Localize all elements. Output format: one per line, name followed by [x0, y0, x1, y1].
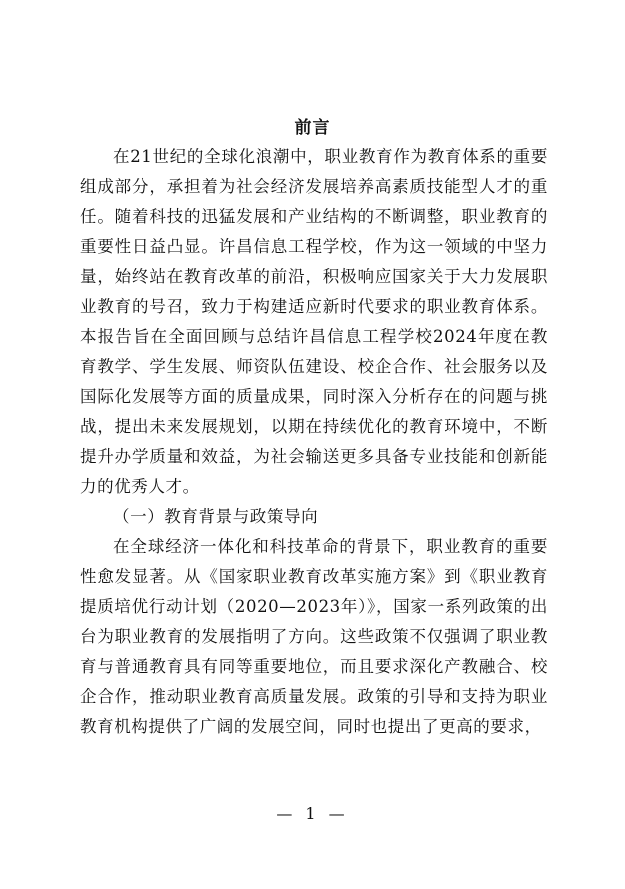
page-number: — 1 — — [276, 804, 349, 823]
section-heading: （一）教育背景与政策导向 — [113, 507, 319, 526]
document-body — [80, 142, 548, 742]
page-title: 前言 — [294, 118, 331, 138]
intro-paragraph: 在21世纪的全球化浪潮中，职业教育作为教育体系的重要组成部分，承担着为社会经济发展培养高素质技能型人才的重任。随着科技的迅猛发展和产业结构的不断调整，职业教育的重要性日益凸显。许昌信息工程学校，作为这一领域的中坚力量，始终站在教育改革的前沿，积极响应国家关于大力发展职业教育的号召，致力于构建适应新时代要求的职业教育体系。本报告旨在全面回顾与总结许昌信息工程学校2024年度在教育教学、学生发展、师资队伍建设、校企合作、社会服务以及国际化发展等方面的质量成果，同时深入分析存在的问题与挑战，提出未来发展规划，以期在持续优化的教育环境中，不断提升办学质量和效益，为社会输送更多具备专业技能和创新能力的优秀人才。 — [80, 147, 548, 496]
section-paragraph: 在全球经济一体化和科技革命的背景下，职业教育的重要性愈发显著。从《国家职业教育改革实施方案》到《职业教育提质培优行动计划（2020—2023年）》，国家一系列政策的出台为职业教育的发展指明了方向。这些政策不仅强调了职业教育与普通教育具有同等重要地位，而且要求深化产教融合、校企合作，推动职业教育高质量发展。政策的引导和支持为职业教育机构提供了广阔的发展空间，同时也提出了更高的要求， — [80, 537, 548, 736]
